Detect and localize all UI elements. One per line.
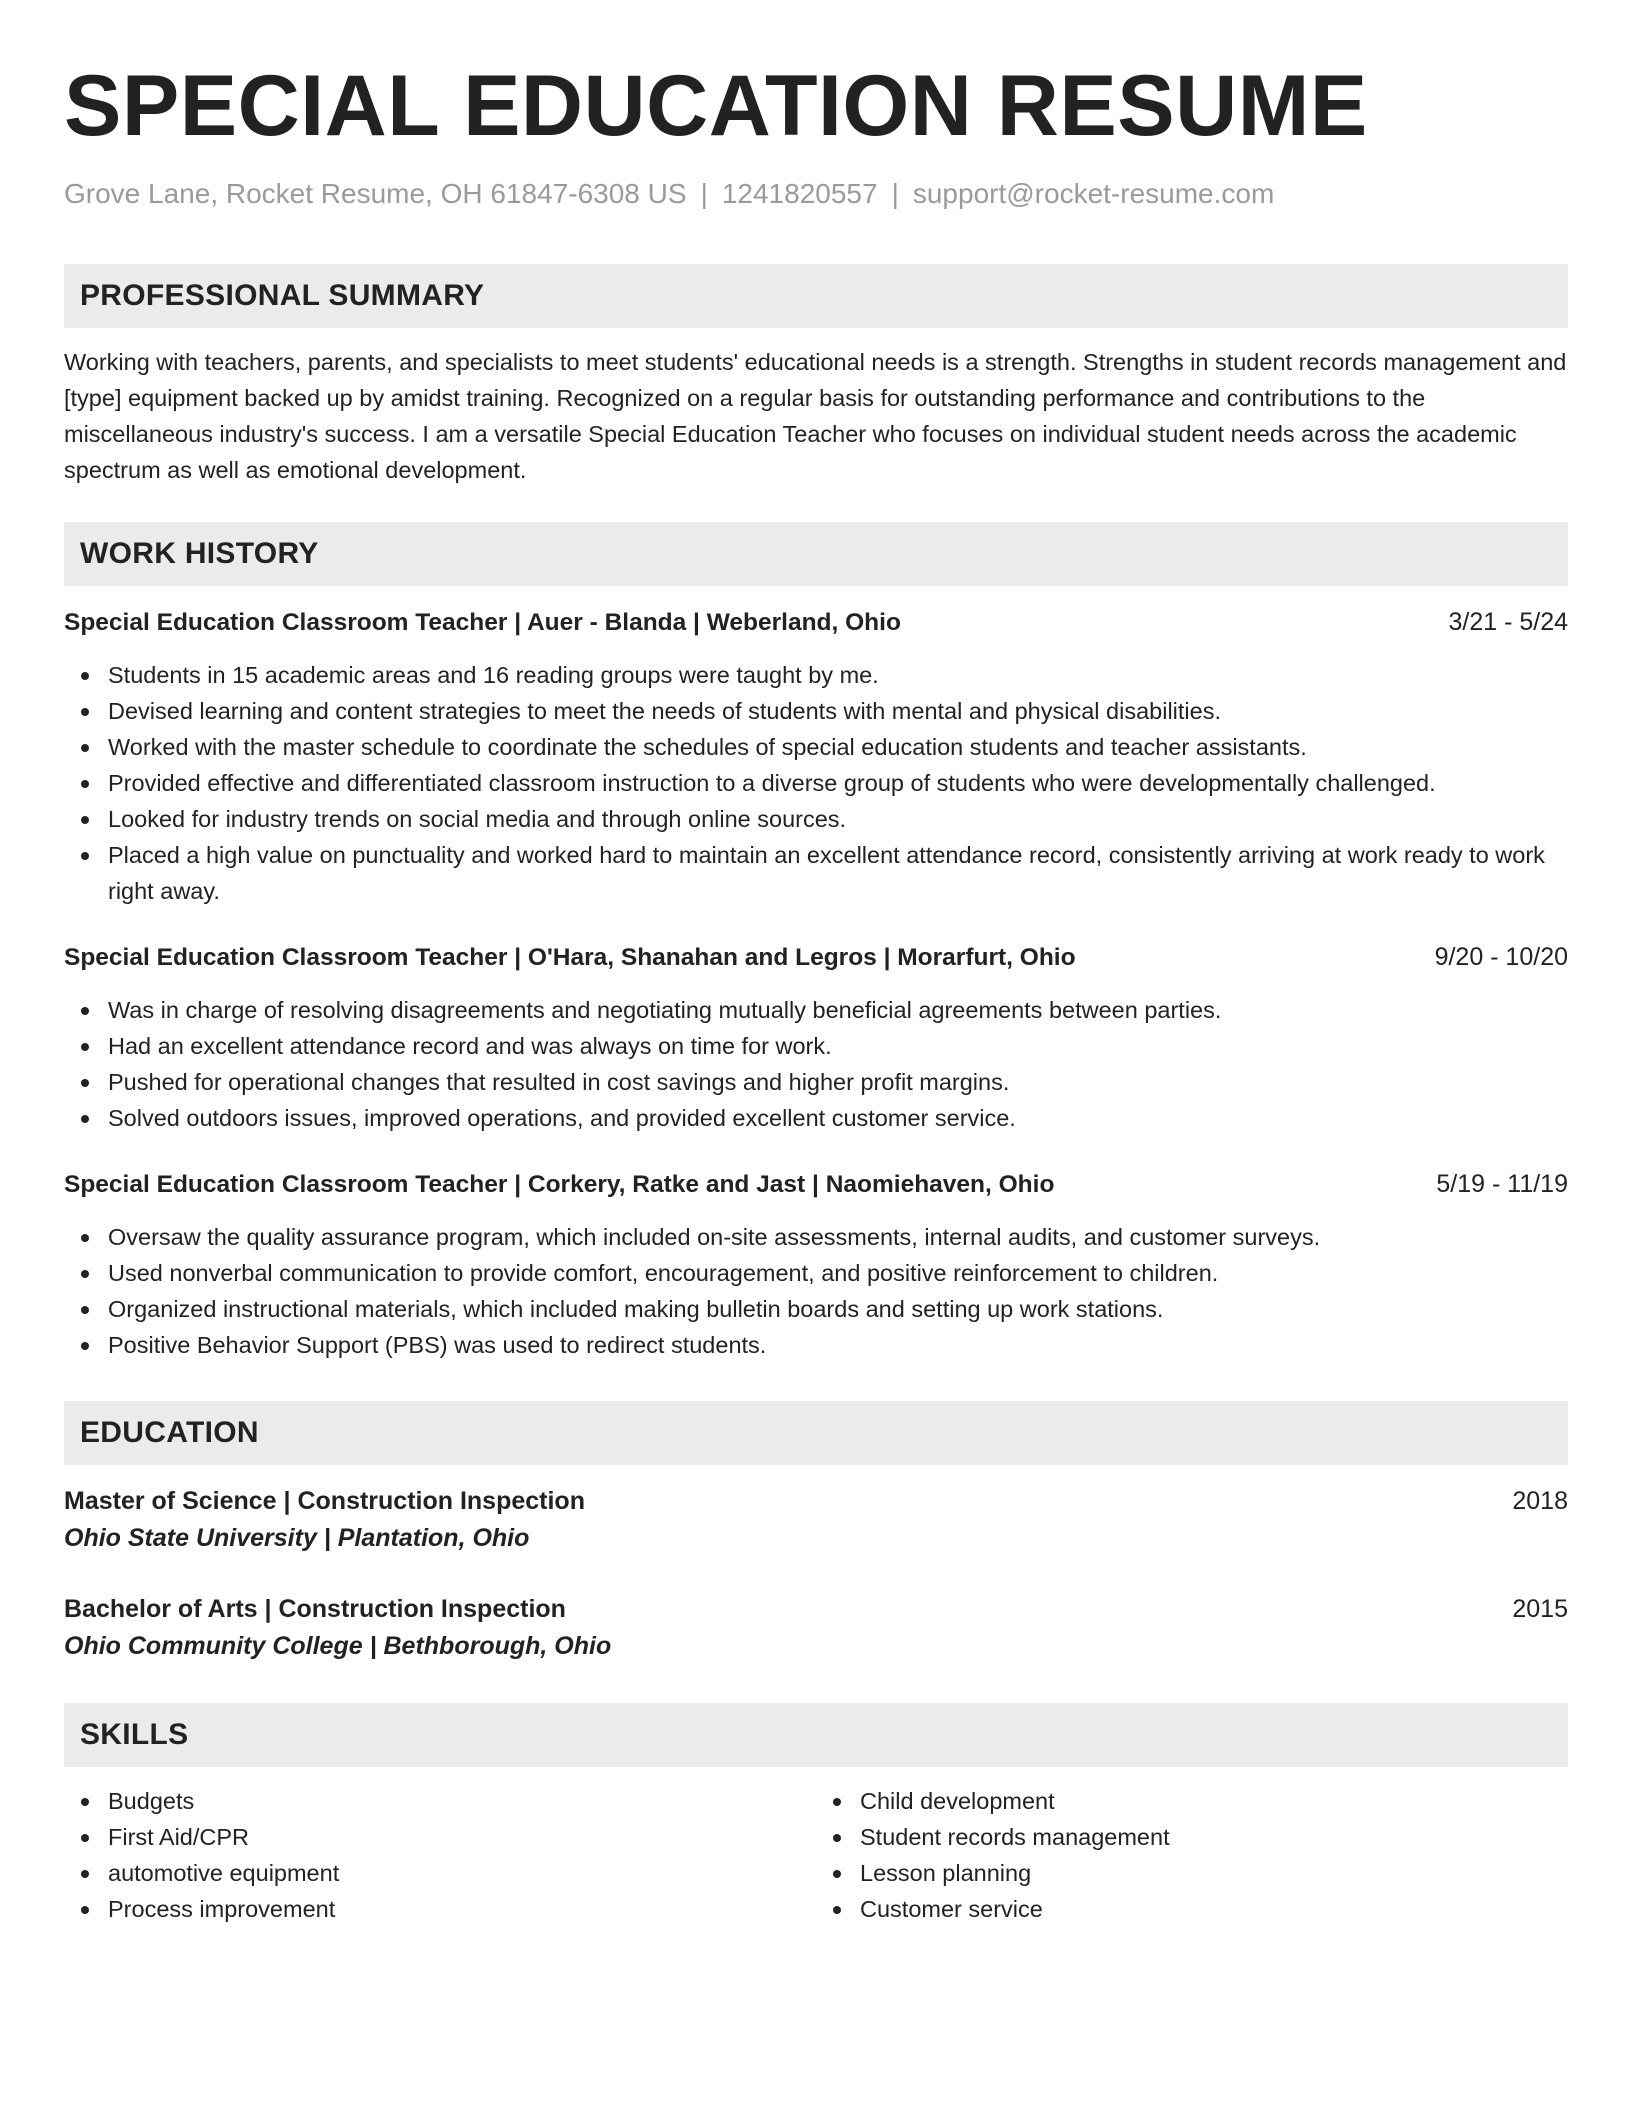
job-duty: Positive Behavior Support (PBS) was used to redirect students. xyxy=(108,1327,1568,1363)
job-entry xyxy=(64,1166,1568,1363)
skill-item: Customer service xyxy=(860,1891,1568,1927)
job-duty: Solved outdoors issues, improved operations, and provided excellent customer service. xyxy=(108,1100,1568,1136)
job-duty: Devised learning and content strategies to meet the needs of students with mental and physical disabilities. xyxy=(108,693,1568,729)
job-title: Special Education Classroom Teacher | Corkery, Ratke and Jast | Naomiehaven, Ohio xyxy=(64,1171,1055,1198)
section-header-summary: PROFESSIONAL SUMMARY xyxy=(64,264,1568,328)
job-duty: Was in charge of resolving disagreements and negotiating mutually beneficial agreements between parties. xyxy=(108,992,1568,1028)
school: Ohio Community College | Bethborough, Ohio xyxy=(64,1632,612,1660)
education-header xyxy=(64,1591,1568,1627)
summary-text: Working with teachers, parents, and specialists to meet students' educational needs is a strength. Strengths in student records management and [type] equipment backed up by amidst training. Recognized on a regular basis for outstanding performance and contributions to the miscellaneous industry's success. I am a versatile Special Education Teacher who focuses on individual student needs across the academic spectrum as well as emotional development. xyxy=(64,349,1567,483)
job-duty: Oversaw the quality assurance program, which included on-site assessments, internal audits, and customer surveys. xyxy=(108,1219,1568,1255)
section-header-education: EDUCATION xyxy=(64,1401,1568,1465)
resume-title: SPECIAL EDUCATION RESUME xyxy=(64,58,1368,154)
job-duties-list xyxy=(64,992,1568,1136)
job-title: Special Education Classroom Teacher | Auer - Blanda | Weberland, Ohio xyxy=(64,609,901,636)
skill-item: Lesson planning xyxy=(860,1855,1568,1891)
job-duty: Placed a high value on punctuality and worked hard to maintain an excellent attendance record, consistently arriving at work ready to work right away. xyxy=(108,837,1568,909)
job-header xyxy=(64,604,1568,641)
school: Ohio State University | Plantation, Ohio xyxy=(64,1524,530,1552)
section-header-skills: SKILLS xyxy=(64,1703,1568,1767)
skill-item: automotive equipment xyxy=(108,1855,816,1891)
contact-email: support@rocket-resume.com xyxy=(912,178,1275,209)
graduation-year: 2018 xyxy=(1512,1487,1568,1515)
job-duty: Organized instructional materials, which included making bulletin boards and setting up work stations. xyxy=(108,1291,1568,1327)
job-title: Special Education Classroom Teacher | O'Hara, Shanahan and Legros | Morarfurt, Ohio xyxy=(64,944,1076,971)
education-entry xyxy=(64,1591,1568,1665)
job-duty: Used nonverbal communication to provide comfort, encouragement, and positive reinforcement to children. xyxy=(108,1255,1568,1291)
contact-phone: 1241820557 xyxy=(721,178,878,209)
job-duties-list xyxy=(64,657,1568,909)
job-dates: 3/21 - 5/24 xyxy=(1448,608,1568,636)
job-duties-list xyxy=(64,1219,1568,1363)
job-duty: Students in 15 academic areas and 16 reading groups were taught by me. xyxy=(108,657,1568,693)
skills-list-left xyxy=(64,1783,816,1927)
skill-item: Student records management xyxy=(860,1819,1568,1855)
skill-item: Child development xyxy=(860,1783,1568,1819)
education-header xyxy=(64,1483,1568,1519)
job-dates: 5/19 - 11/19 xyxy=(1436,1170,1568,1198)
degree: Bachelor of Arts | Construction Inspection xyxy=(64,1595,566,1623)
job-header xyxy=(64,939,1568,976)
job-duty: Pushed for operational changes that resulted in cost savings and higher profit margins. xyxy=(108,1064,1568,1100)
contact-separator: | xyxy=(891,178,899,209)
skill-item: First Aid/CPR xyxy=(108,1819,816,1855)
job-dates: 9/20 - 10/20 xyxy=(1434,943,1568,971)
job-duty: Had an excellent attendance record and was always on time for work. xyxy=(108,1028,1568,1064)
job-duty: Provided effective and differentiated classroom instruction to a diverse group of students who were developmentally challenged. xyxy=(108,765,1568,801)
section-header-work-history: WORK HISTORY xyxy=(64,522,1568,586)
job-duty: Looked for industry trends on social media and through online sources. xyxy=(108,801,1568,837)
skill-item: Budgets xyxy=(108,1783,816,1819)
skills-list-right xyxy=(816,1783,1568,1927)
skill-item: Process improvement xyxy=(108,1891,816,1927)
education-entry xyxy=(64,1483,1568,1557)
job-entry xyxy=(64,939,1568,1136)
job-header xyxy=(64,1166,1568,1203)
contact-line xyxy=(64,176,1568,212)
contact-address: Grove Lane, Rocket Resume, OH 61847-6308 US xyxy=(64,178,687,209)
job-duty: Worked with the master schedule to coordinate the schedules of special education students and teacher assistants. xyxy=(108,729,1568,765)
contact-separator: | xyxy=(700,178,708,209)
job-entry xyxy=(64,604,1568,909)
degree: Master of Science | Construction Inspection xyxy=(64,1487,585,1515)
graduation-year: 2015 xyxy=(1512,1595,1568,1623)
skills-grid xyxy=(64,1783,1568,1927)
